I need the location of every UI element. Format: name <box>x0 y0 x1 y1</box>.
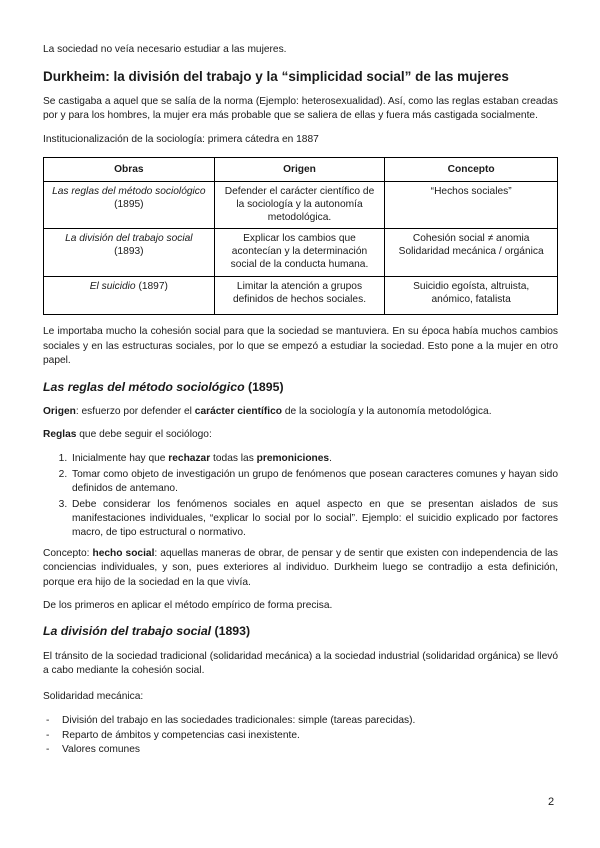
cell-obra <box>44 277 215 315</box>
para-division: El tránsito de la sociedad tradicional (solidaridad mecánica) a la sociedad industrial (solidaridad orgánica) se llevó a cabo mediante la cohesión social. <box>43 650 558 676</box>
list-item: 3. Debe considerar los fenómenos sociales en aquel aspecto en que se presentan aislados de sus manifestaciones individuales, “explicar lo social por lo social”. Ejemplo: el suicidio explicado por factores macro, de tipo estructural o normativo. <box>70 498 558 540</box>
header-origen: Origen <box>214 158 385 182</box>
concepto-line: Solidaridad mecánica / orgánica <box>398 246 544 257</box>
list-item: - División del trabajo en las sociedades tradicionales: simple (tareas parecidas). <box>43 714 558 729</box>
cell-origen: Limitar la atención a grupos definidos de hechos sociales. <box>214 277 385 315</box>
table-row <box>44 229 558 277</box>
intro-line: La sociedad no veía necesario estudiar a las mujeres. <box>43 44 287 55</box>
origen-label: Origen <box>43 405 76 417</box>
concepto-line: Suicidio egoísta, altruista, anómico, fatalista <box>413 281 530 305</box>
origen-bold: carácter científico <box>194 405 282 417</box>
heading-reglas <box>43 379 558 395</box>
cell-concepto <box>385 277 558 315</box>
para-norma: Se castigaba a aquel que se salía de la norma (Ejemplo: heterosexualidad). Así, como las reglas estaban creadas por y para los hombres, la mujer era más probable que se saliera de ellas y fuera más castigada socialmente. <box>43 95 558 121</box>
concepto-label: Concepto: <box>43 547 93 559</box>
reglas-label: Reglas <box>43 429 77 440</box>
obra-year: (1897) <box>138 281 168 292</box>
header-concepto: Concepto <box>385 158 558 182</box>
heading-division <box>43 623 558 639</box>
concepto-bold: hecho social <box>92 547 155 559</box>
para-concepto <box>43 547 558 591</box>
obras-table <box>43 157 558 315</box>
item-bold: rechazar <box>168 452 211 464</box>
cell-concepto <box>385 182 558 229</box>
cell-origen: Defender el carácter científico de la sociología y la autonomía metodológica. <box>214 182 385 229</box>
cell-origen: Explicar los cambios que acontecían y la determinación social de la conducta humana. <box>214 229 385 277</box>
list-item <box>70 452 558 466</box>
para-institucion: Institucionalización de la sociología: primera cátedra en 1887 <box>43 133 319 145</box>
solidaridad-list <box>43 714 558 758</box>
reglas-text: que debe seguir el sociólogo: <box>76 429 212 440</box>
page-number: 2 <box>548 796 555 808</box>
document-page <box>43 0 558 758</box>
obra-year: (1895) <box>114 199 144 210</box>
concepto-line: Cohesión social ≠ anomia <box>412 233 530 244</box>
item-text: . <box>329 452 332 464</box>
list-item: - Valores comunes <box>43 743 558 758</box>
item-text: todas las <box>210 452 257 464</box>
para-primeros: De los primeros en aplicar el método empírico de forma precisa. <box>43 600 333 611</box>
obra-title: El suicidio <box>89 281 136 292</box>
cell-obra <box>44 182 215 229</box>
table-row <box>44 182 558 229</box>
para-cohesion: Le importaba mucho la cohesión social para que la sociedad se mantuviera. En su época había muchos cambios sociales y en las estructuras sociales, por lo que se empezó a estudiar la sociedad. Esto pone a la mujer en otro papel. <box>43 326 558 366</box>
heading-division-year: (1893) <box>214 623 251 638</box>
table-row <box>44 277 558 315</box>
item-bold: premoniciones <box>256 452 330 464</box>
list-item: 2. Tomar como objeto de investigación un grupo de fenómenos que posean caracteres comunes y hayan sido definidos de antemano. <box>70 468 558 496</box>
cell-concepto <box>385 229 558 277</box>
heading-reglas-title: Las reglas del método sociológico <box>43 379 245 394</box>
obra-title: Las reglas del método sociológico <box>52 186 206 197</box>
header-obras: Obras <box>44 158 215 182</box>
para-reglas <box>43 428 558 443</box>
solidaridad-label: Solidaridad mecánica: <box>43 690 144 702</box>
concepto-text: : aquellas maneras de obrar, de pensar y de sentir que existen con independencia de las conciencias individuales, y son, pues exteriores al individuo. Durkheim luego se contradijo a esta definición, porque era hijo de la sociedad en la que vivía. <box>43 547 558 588</box>
list-item: - Reparto de ámbitos y competencias casi inexistente. <box>43 729 558 744</box>
heading-division-title: La división del trabajo social <box>43 623 212 638</box>
origen-text: : esfuerzo por defender el <box>75 405 195 417</box>
concepto-line: “Hechos sociales” <box>430 186 512 197</box>
obra-title: La división del trabajo social <box>65 233 193 244</box>
table-header-row <box>44 158 558 182</box>
item-text: Inicialmente hay que <box>72 452 169 464</box>
para-origen <box>43 405 558 420</box>
cell-obra <box>44 229 215 277</box>
origen-text: de la sociología y la autonomía metodológica. <box>281 405 492 417</box>
reglas-list <box>43 452 558 540</box>
obra-year: (1893) <box>114 246 144 257</box>
heading-reglas-year: (1895) <box>248 379 284 394</box>
heading-durkheim: Durkheim: la división del trabajo y la “simplicidad social” de las mujeres <box>43 68 509 84</box>
